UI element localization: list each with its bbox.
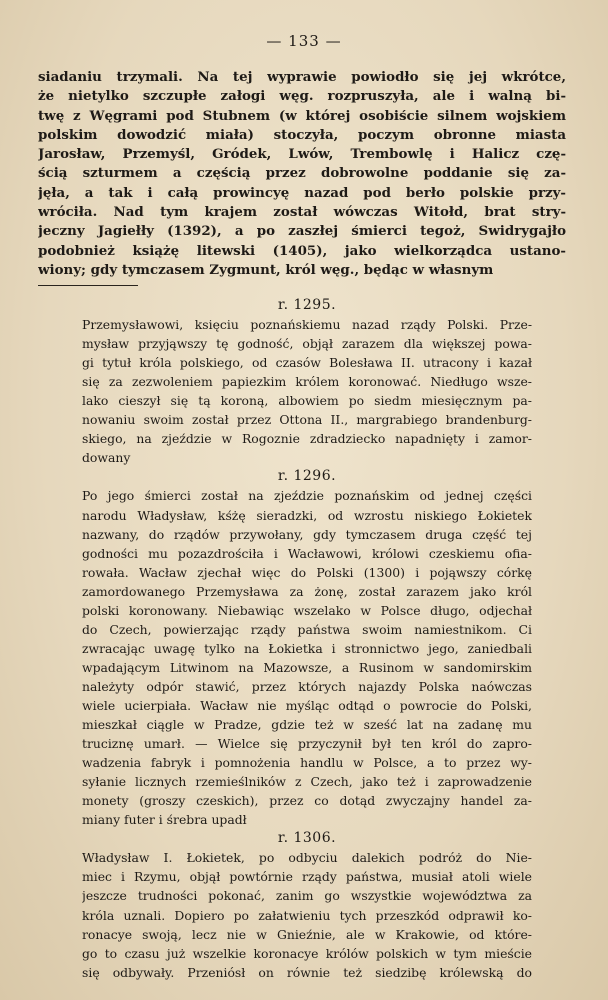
- note-line: zamordowanego Przemysława za żonę, został zarazem jako król: [82, 583, 532, 599]
- note-line: nazwany, do rządów przywołany, gdy tymczasem druga część tej: [82, 526, 532, 542]
- note-line: mysław przyjąwszy tę godność, objął zarazem dla większej powa-: [82, 336, 532, 352]
- year-heading: r. 1295.: [277, 297, 337, 313]
- text-line: jeczny Jagiełły (1392), a po zaszłej śmierci tegoż, Swidrygajło: [38, 223, 566, 240]
- note-line: do Czech, powierzając rządy państwa swoim namiestnikom. Ci: [82, 621, 532, 637]
- note-line: wadzenia fabryk i pomnożenia handlu w Polsce, a to przez wy-: [82, 755, 532, 771]
- footnote-divider: [38, 285, 138, 286]
- note-line: skiego, na zjeździe w Rogoznie zdradziecko napadnięty i zamor-: [82, 431, 532, 447]
- note-line: gi tytuł króla polskiego, od czasów Bolesława II. utracony i kazał: [82, 355, 532, 371]
- note-line: się odbywały. Przeniósł on równie też siedzibę królewską do: [82, 964, 532, 980]
- note-line: ronacye swoją, lecz nie w Gnieźnie, ale w Krakowie, od które-: [82, 926, 532, 942]
- text-line: podobnież książę litewski (1405), jako wielkorządca ustano-: [38, 242, 566, 259]
- year-heading: r. 1306.: [277, 830, 337, 847]
- note-line: mieszkał ciągle w Pradze, gdzie też w sześć lat na zadanę mu: [82, 717, 532, 733]
- year-heading: r. 1296.: [277, 468, 337, 485]
- note-line: należyty odpór stawić, przez których najazdy Polska naówczas: [82, 678, 532, 694]
- note-line: lako cieszył się tą koroną, albowiem po siedm miesięcznym pa-: [82, 393, 532, 409]
- note-line: się za zezwoleniem papiezkim królem koronować. Niedługo wsze-: [82, 374, 532, 390]
- note-line: miany futer i śrebra upadł: [82, 812, 247, 828]
- note-line: zwracając uwagę tylko na Łokietka i stronnictwo jego, zaniedbali: [82, 640, 532, 656]
- note-line: jeszcze trudności pokonać, zanim go wszystkie województwa za: [82, 888, 532, 904]
- note-line: rowała. Wacław zjechał więc do Polski (1300) i pojąwszy córkę: [82, 564, 532, 580]
- note-line: wiele ucierpiała. Wacław nie myśląc odtąd o powrocie do Polski,: [82, 697, 532, 713]
- note-line: Władysław I. Łokietek, po odbyciu dalekich podróż do Nie-: [82, 850, 532, 866]
- text-line: polskim dowodzić miała) stoczyła, poczym obronne miasta: [38, 126, 566, 143]
- note-line: miec i Rzymu, objął powtórnie rządy państwa, musiał atoli wiele: [82, 869, 532, 885]
- text-line: że nietylko szczupłe załogi węg. rozpruszyła, ale i walną bi-: [38, 88, 566, 105]
- note-line: nowaniu swoim został przez Ottona II., margrabiego brandenburg-: [82, 412, 532, 428]
- page-number: — 133 —: [266, 32, 342, 50]
- main-paragraph: [38, 68, 566, 280]
- note-line: Przemysławowi, księciu poznańskiemu nazad rządy Polski. Prze-: [82, 317, 532, 333]
- note-line: dowany: [82, 450, 131, 466]
- footnotes: [82, 296, 532, 982]
- note-line: narodu Władysław, kśżę sieradzki, od wzrostu niskiego Łokietek: [82, 507, 532, 523]
- note-line: monety (groszy czeskich), przez co dotąd zwyczajny handel za-: [82, 793, 532, 809]
- note-line: wpadającym Litwinom na Mazowsze, a Rusinom w sandomirskim: [82, 659, 532, 675]
- note-line: truciznę umarł. — Wielce się przyczynił był ten król do zapro-: [82, 736, 532, 752]
- note-line: Po jego śmierci został na zjeździe poznańskim od jednej części: [82, 488, 532, 504]
- note-line: króla uznali. Dopiero po załatwieniu tych przeszkód odprawił ko-: [82, 907, 532, 923]
- note-line: godności mu pozazdrościła i Wacławowi, królowi czeskiemu ofia-: [82, 545, 532, 561]
- note-line: syłanie licznych rzemieślników z Czech, jako też i zaprowadzenie: [82, 774, 532, 790]
- text-line: Jarosław, Przemyśl, Gródek, Lwów, Trembowlę i Halicz czę-: [38, 146, 566, 163]
- text-line: wróciła. Nad tym krajem został wówczas Witołd, brat stry-: [38, 204, 566, 221]
- text-line: twę z Węgrami pod Stubnem (w której osobiście silnem wojskiem: [38, 107, 566, 124]
- note-line: polski koronowany. Niebawiąc wszelako w Polsce długo, odjechał: [82, 602, 532, 618]
- text-line: siadaniu trzymali. Na tej wyprawie powiodło się jej wkrótce,: [38, 69, 566, 85]
- text-line: jęła, a tak i całą prowincyę nazad pod berło polskie przy-: [38, 184, 566, 201]
- text-line: wiony; gdy tymczasem Zygmunt, król węg., będąc w własnym: [38, 261, 494, 278]
- text-line: ścią szturmem a częścią przez dobrowolne poddanie się za-: [38, 165, 566, 182]
- note-line: go to czasu już wszelkie koronacye królów polskich w tym mieście: [82, 945, 532, 961]
